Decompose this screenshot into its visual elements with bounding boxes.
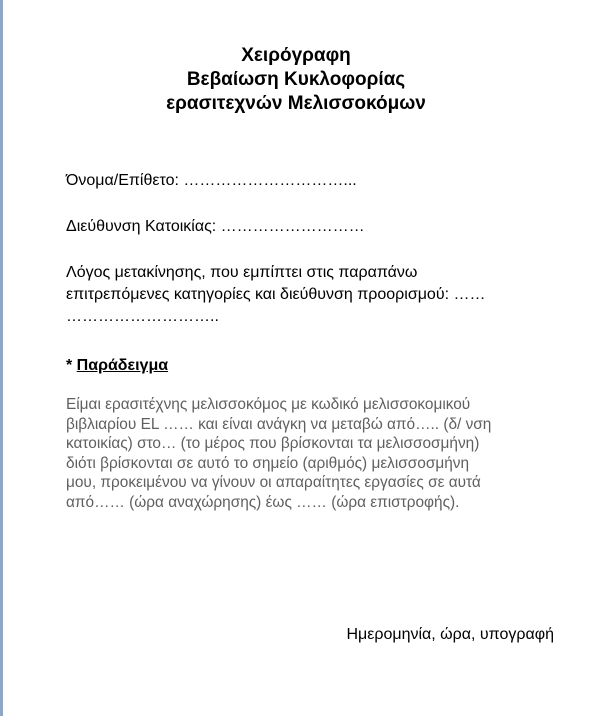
example-line-5: μου, προκειμένου να γίνουν οι απαραίτητες εργασίες σε αυτά [66, 474, 481, 491]
example-star: * [66, 357, 77, 374]
title-line-3: ερασιτεχνών Μελισσοκόμων [166, 93, 426, 114]
name-field: Όνομα/Επίθετο: …………………………... [66, 172, 357, 189]
signature-line: Ημερομηνία, ώρα, υπογραφή [346, 626, 554, 643]
document-title [0, 44, 592, 116]
example-heading [66, 355, 168, 376]
address-field: Διεύθυνση Κατοικίας: ……………………… [66, 218, 365, 235]
reason-field-line-3: ……………………….. [66, 308, 219, 325]
title-line-1: Χειρόγραφη [241, 45, 351, 66]
example-line-3: κατοικίας) στο… (το μέρος που βρίσκονται τα μελισσοσμήνη) [66, 435, 480, 452]
example-line-4: διότι βρίσκονται σε αυτό το σημείο (αριθμός) μελισσοσμήνη [66, 454, 470, 472]
reason-field-line-2: επιτρεπόμενες κατηγορίες και διεύθυνση προορισμού: …… [66, 286, 486, 303]
title-line-2: Βεβαίωση Κυκλοφορίας [186, 69, 406, 90]
reason-field-line-1: Λόγος μετακίνησης, που εμπίπτει στις παραπάνω [66, 264, 418, 281]
example-text [66, 395, 546, 512]
example-heading-label: Παράδειγμα [76, 357, 169, 374]
example-line-2: βιβλιαρίου EL …… και είναι ανάγκη να μεταβώ από….. (δ/ νση [66, 415, 492, 433]
example-line-1: Είμαι ερασιτέχνης μελισσοκόμος με κωδικό μελισσοκομικού [66, 396, 471, 413]
example-line-6: από…… (ώρα αναχώρησης) έως …… (ώρα επιστροφής). [66, 493, 460, 511]
